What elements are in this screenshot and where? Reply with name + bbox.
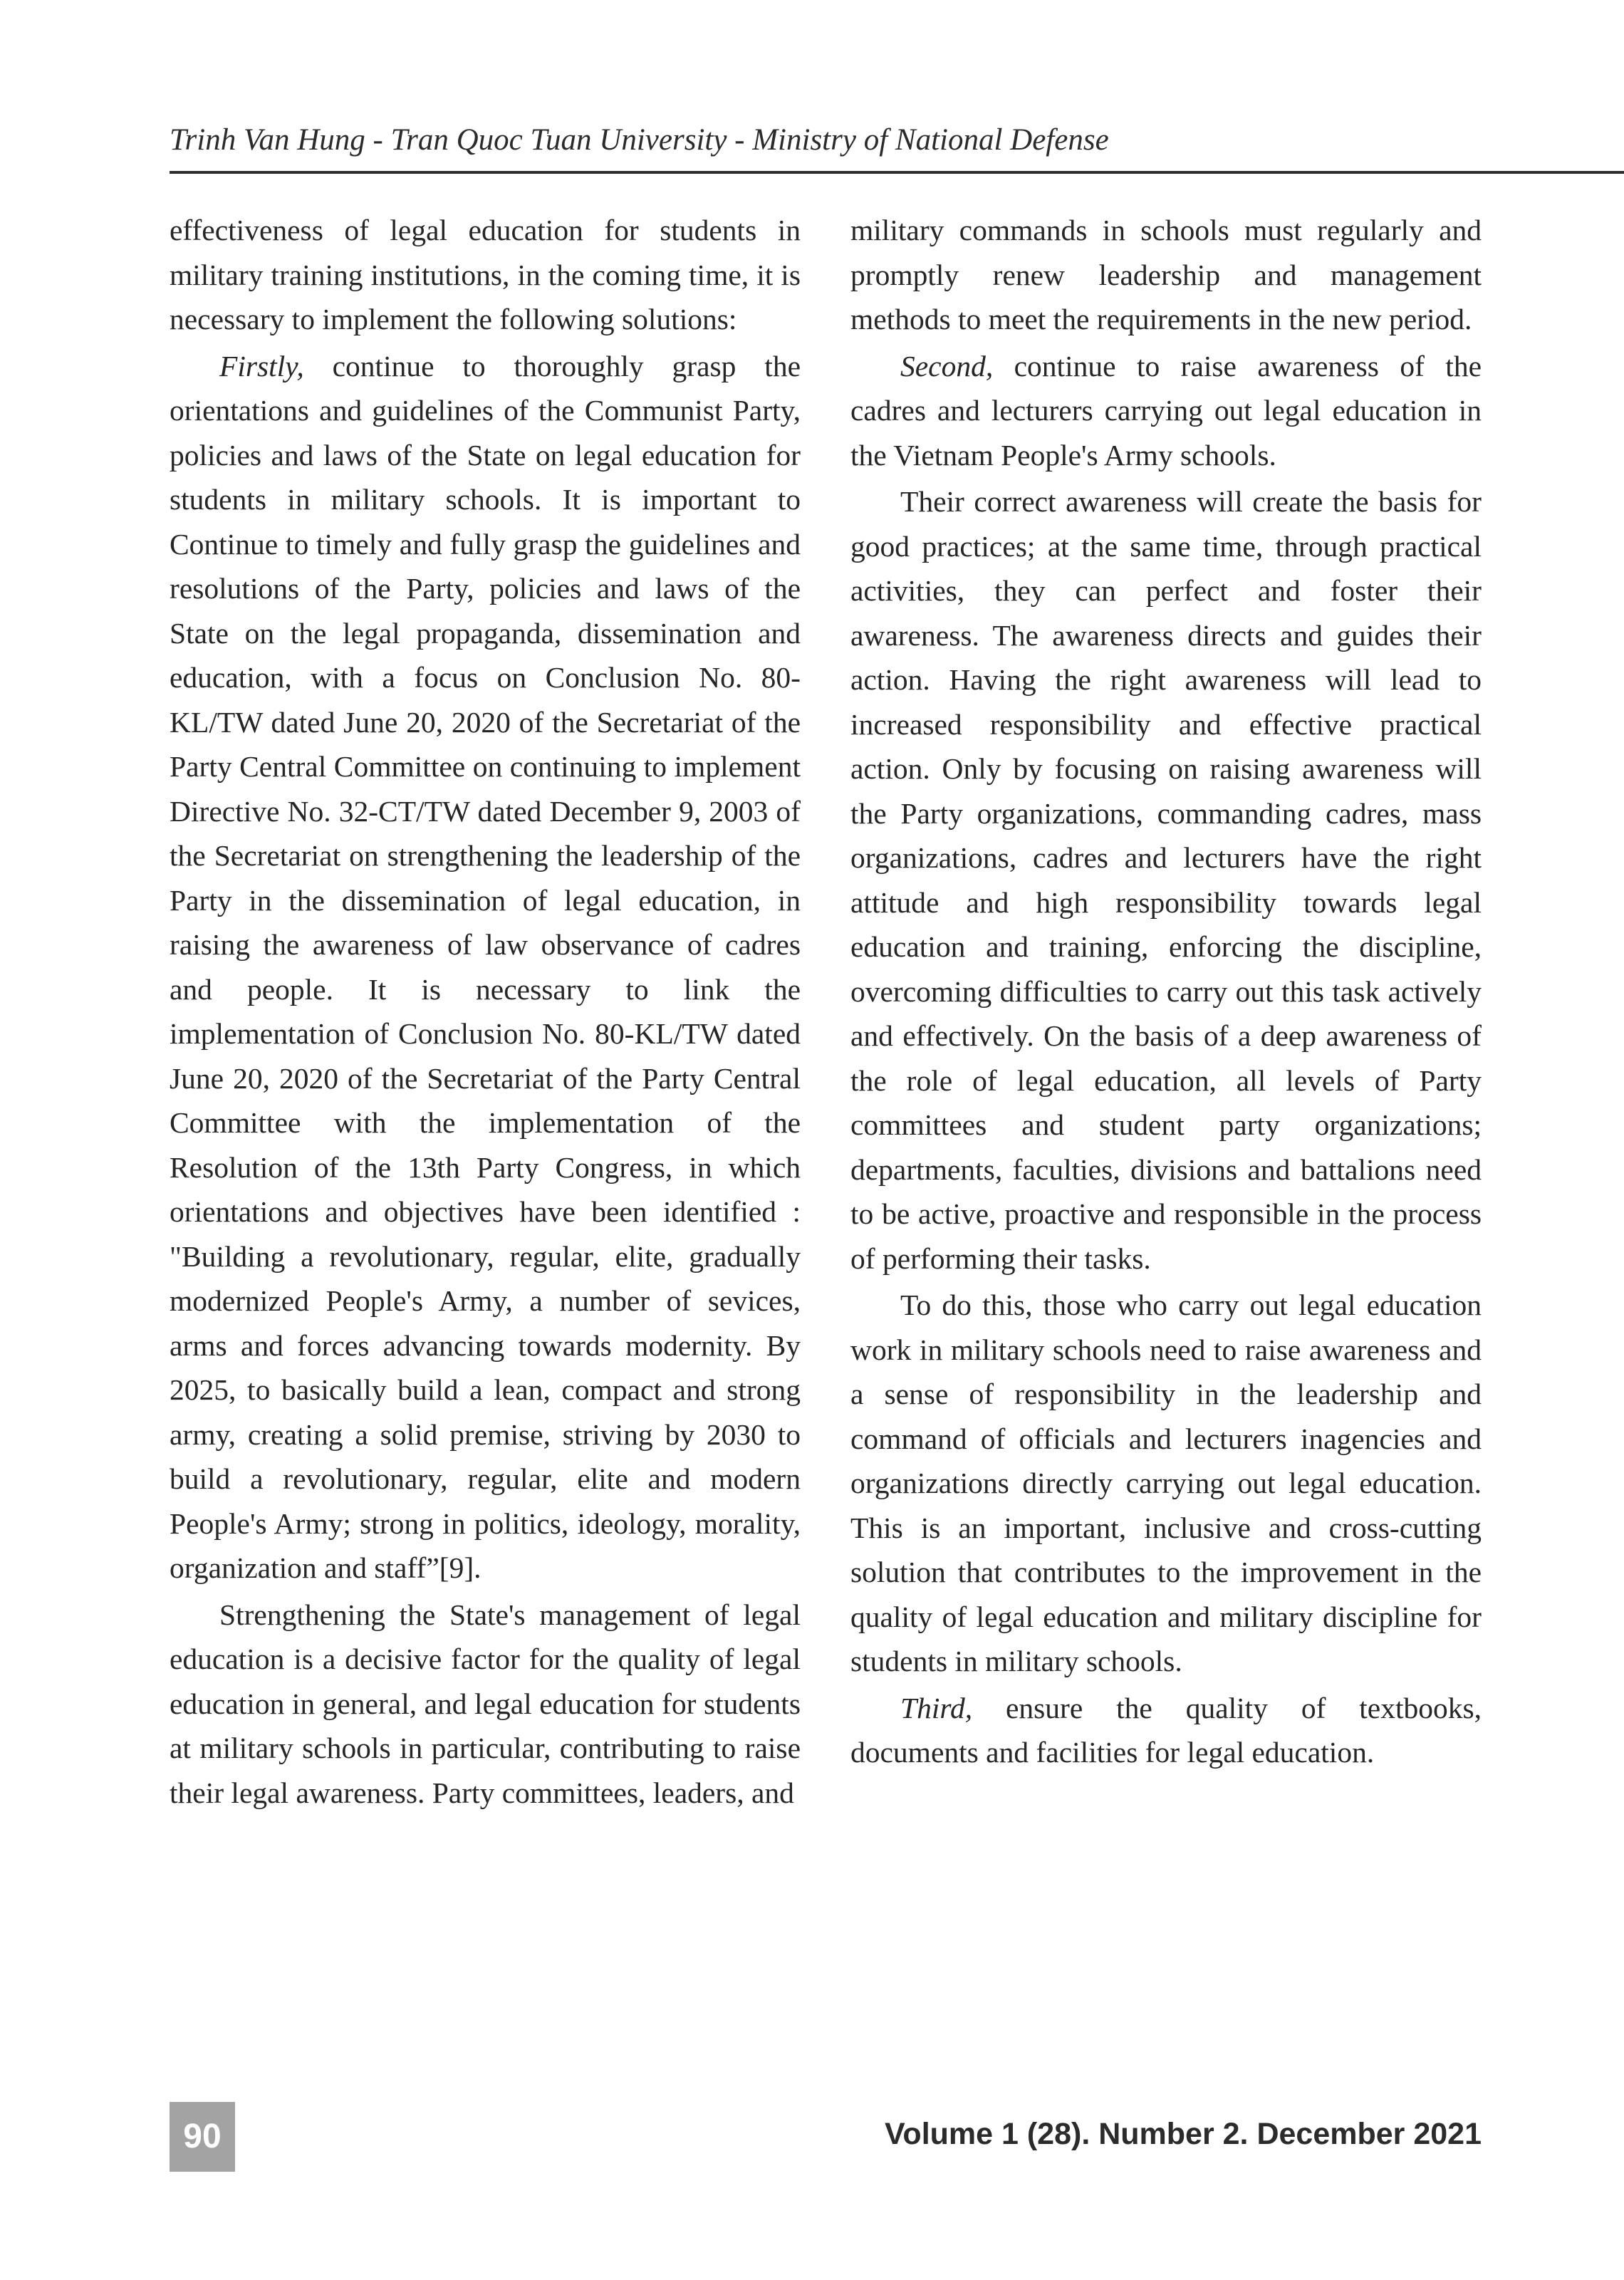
paragraph-third <box>850 1686 1482 1775</box>
lead-word-third: Third, <box>900 1691 973 1724</box>
left-column <box>170 208 801 1817</box>
lead-word-second: Second, <box>900 349 994 382</box>
paragraph-to-do-this: To do this, those who carry out legal education work in military schools need to raise awareness and a sense of responsibility in the leadership and command of officials and lecturers inagencies and organizations directly carrying out legal education. This is an important, inclusive and cross-cutting solution that contributes to the improvement in the quality of legal education and military discipline for students in military schools. <box>850 1289 1482 1677</box>
paragraph-second-text: continue to raise awareness of the cadres and lecturers carrying out legal education in the Vietnam People's Army schools. <box>850 349 1482 472</box>
header-rule <box>170 171 1624 174</box>
paragraph-military-commands: military commands in schools must regularly and promptly renew leadership and management methods to meet the requirements in the new period. <box>850 214 1482 335</box>
paragraph-intro-continuation: effectiveness of legal education for students in military training institutions, in the coming time, it is necessary to implement the following solutions: <box>170 214 801 335</box>
paragraph-correct-awareness: Their correct awareness will create the basis for good practices; at the same time, through practical activities, they can perfect and foster their awareness. The awareness directs and guides their action. Having the right awareness will lead to increased responsibility and effective practical action. Only by focusing on raising awareness will the Party organizations, commanding cadres, mass organizations, cadres and lecturers have the right attitude and high responsibility towards legal education and training, enforcing the discipline, overcoming difficulties to carry out this task actively and effectively. On the basis of a deep awareness of the role of legal education, all levels of Party committees and student party organizations; departments, faculties, divisions and battalions need to be active, proactive and responsible in the process of performing their tasks. <box>850 485 1482 1275</box>
right-column <box>850 208 1482 1777</box>
paragraph-second <box>850 344 1482 478</box>
paragraph-firstly <box>170 344 801 1591</box>
issue-info: Volume 1 (28). Number 2. December 2021 <box>884 2117 1482 2151</box>
running-head: Trinh Van Hung - Tran Quoc Tuan University - Ministry of National Defense <box>170 123 1109 157</box>
lead-word-firstly: Firstly, <box>219 349 304 382</box>
paragraph-state-management: Strengthening the State's management of legal education is a decisive factor for the quality of legal education in general, and legal education for students at military schools in particular, contributing to raise their legal awareness. Party committees, leaders, and <box>170 1598 801 1809</box>
paragraph-firstly-text: continue to thoroughly grasp the orientations and guidelines of the Communist Party, policies and laws of the State on legal education for students in military schools. It is important to Continue to timely and fully grasp the guidelines and resolutions of the Party, policies and laws of the State on the legal propaganda, dissemination and education, with a focus on Conclusion No. 80- KL/TW dated June 20, 2020 of the Secretariat of the Party Central Committee on continuing to implement Directive No. 32-CT/TW dated December 9, 2003 of the Secretariat on strengthening the leadership of the Party in the dissemination of legal education, in raising the awareness of law observance of cadres and people. It is necessary to link the implementation of Conclusion No. 80-KL/TW dated June 20, 2020 of the Secretariat of the Party Central Committee with the implementation of the Resolution of the 13th Party Congress, in which orientations and objectives have been identified : "Building a revolutionary, regular, elite, gradually modernized People's Army, a number of sevices, arms and forces advancing towards modernity. By 2025, to basically build a lean, compact and strong army, creating a solid premise, striving by 2030 to build a revolutionary, regular, elite and modern People's Army; strong in politics, ideology, morality, organization and staff”[9]. <box>170 349 801 1584</box>
page-number: 90 <box>170 2102 235 2172</box>
paragraph-third-text: ensure the quality of textbooks, documents and facilities for legal education. <box>850 1691 1482 1769</box>
